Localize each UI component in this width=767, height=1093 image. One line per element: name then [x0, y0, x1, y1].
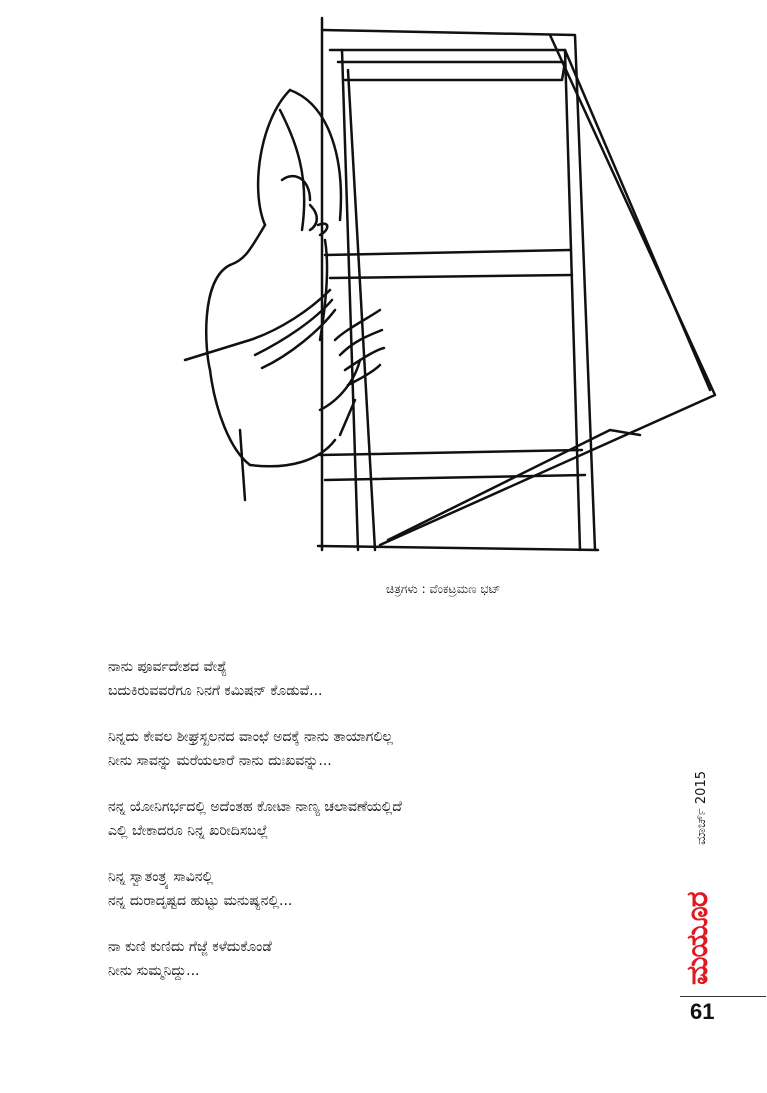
line-drawing [170, 10, 730, 570]
poem-line: ಎಲ್ಲಿ ಬೇಕಾದರೂ ನಿನ್ನ ಖರೀದಿಸಬಲ್ಲೆ [108, 823, 269, 839]
poem-line: ನನ್ನ ಯೋನಿಗರ್ಭದಲ್ಲಿ ಅದೆಂತಹ ಕೋಟಾ ನಾಣ್ಯ ಚಲಾವಣೆಯಲ್ಲಿದೆ [108, 799, 402, 815]
poem-line: ನೀನು ಸುಮ್ಮನಿದ್ದು... [108, 963, 200, 979]
poem-stanza [108, 935, 578, 983]
poem-line: ನಿನ್ನದು ಕೇವಲ ಶೀಘ್ರಸ್ಖಲನದ ವಾಂಛೆ ಅದಕ್ಕೆ ನಾನು ತಾಯಾಗಲಿಲ್ಲ [108, 729, 393, 745]
poem-stanza [108, 655, 578, 703]
illustration-credit-caption: ಚಿತ್ರಗಳು : ವೆಂಕಟ್ರಮಣ ಭಟ್ [386, 582, 501, 596]
poem-stanza [108, 865, 578, 913]
poem-line: ನನ್ನ ದುರಾದೃಷ್ಟದ ಹುಟ್ಟು ಮನುಷ್ಯನಲ್ಲಿ... [108, 893, 293, 909]
poem-line: ಬದುಕಿರುವವರೆಗೂ ನಿನಗೆ ಕಮಿಷನ್ ಕೊಡುವೆ... [108, 683, 323, 699]
poem-line: ನಾನು ಪೂರ್ವದೇಶದ ವೇಶ್ಯೆ [108, 659, 228, 675]
poem-line: ನೀನು ಸಾವನ್ನು ಮರೆಯಲಾರೆ ನಾನು ದುಃಖವನ್ನು... [108, 753, 332, 769]
footer-divider [680, 996, 766, 997]
poem-stanza [108, 795, 578, 843]
page-number: 61 [690, 999, 715, 1024]
magazine-brand-logo: ಮಯೂರ [680, 892, 715, 985]
poem-line: ನಿನ್ನ ಸ್ವಾತಂತ್ರ್ಯ ಸಾವಿನಲ್ಲಿ [108, 869, 214, 885]
poem-line: ನಾ ಕುಣಿ ಕುಣಿದು ಗೆಜ್ಜೆ ಕಳೆದುಕೊಂಡೆ [108, 939, 272, 955]
woman-at-window-illustration [170, 10, 730, 570]
poem-stanza [108, 725, 578, 773]
poem [108, 655, 578, 1005]
issue-date: ಮಾರ್ಚ್ 2015 [694, 771, 709, 845]
